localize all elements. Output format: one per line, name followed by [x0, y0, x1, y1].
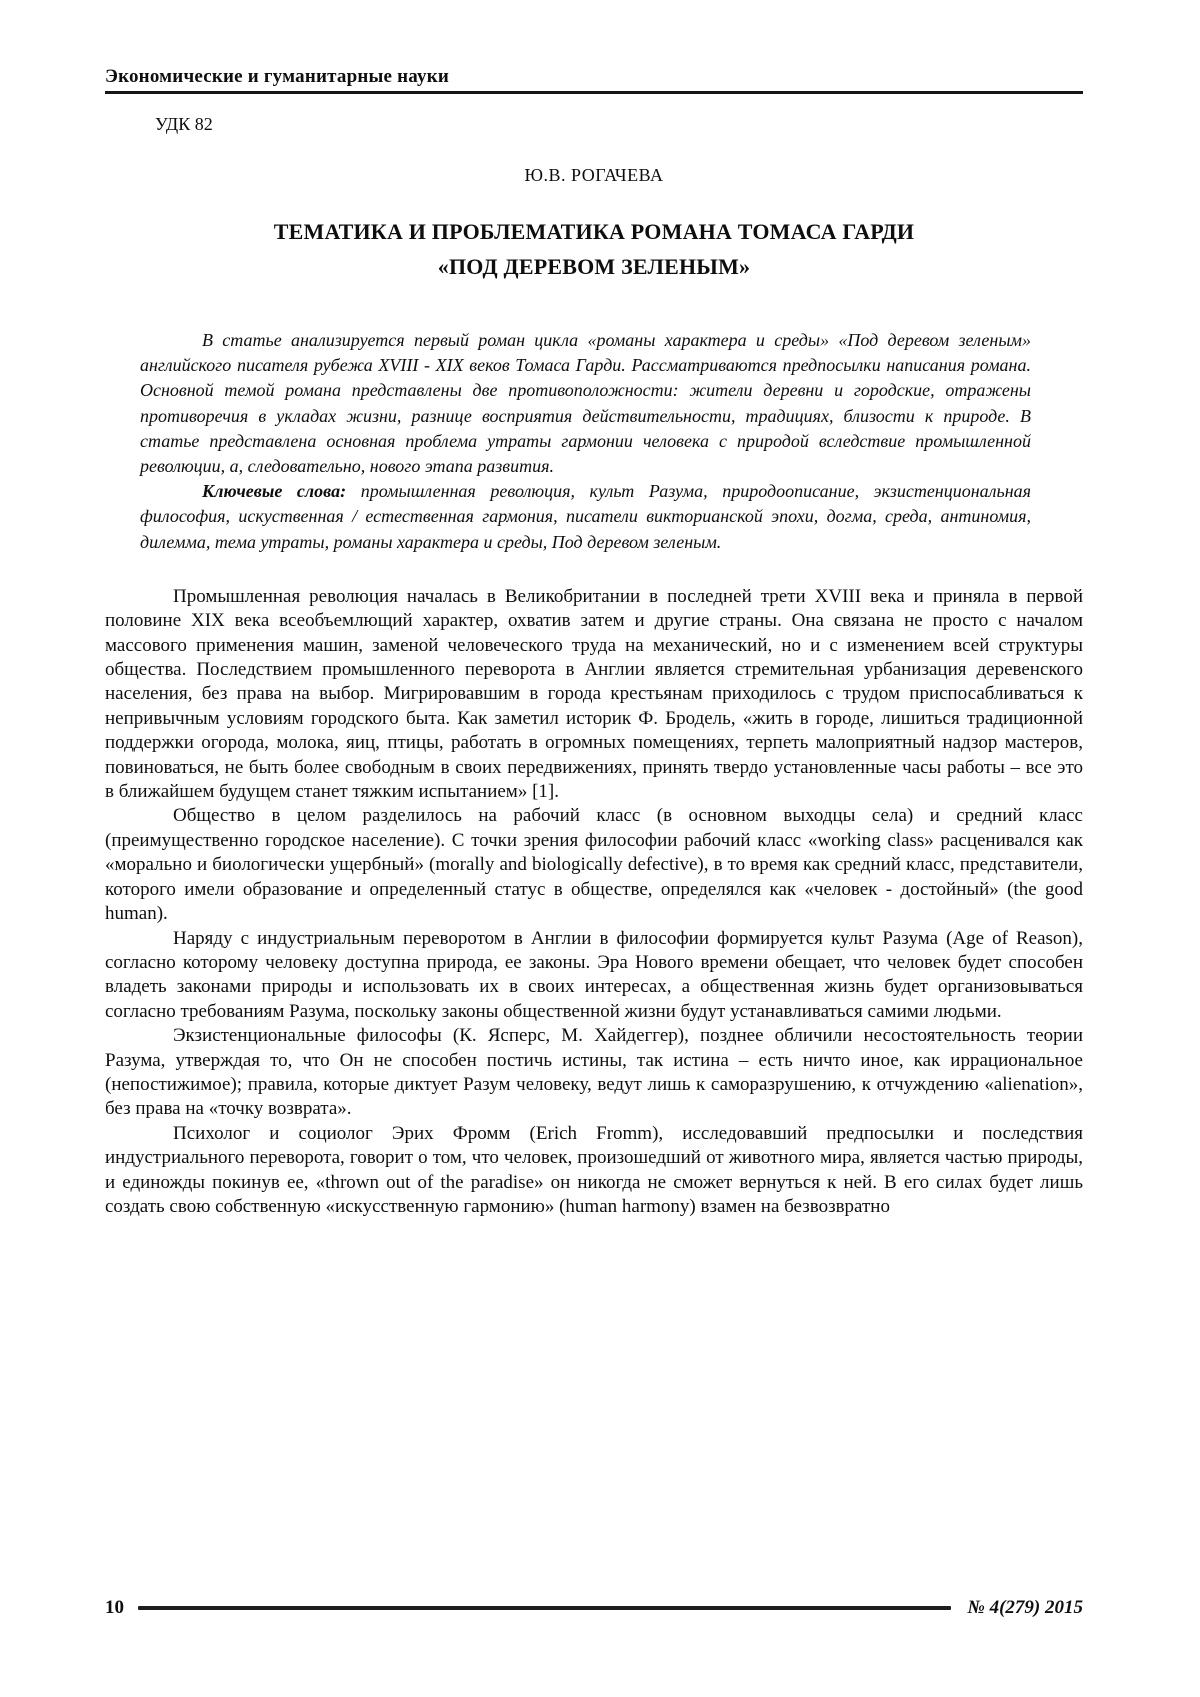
- keywords-paragraph: [140, 479, 1031, 555]
- body-paragraph-4: Экзистенциональные философы (К. Ясперс, М. Хайдеггер), позднее обличили несостоятельность теории Разума, утверждая то, что Он не способен постичь истины, так истина – есть ничто иное, как иррациональное (непостижимое); правила, которые диктует Разум человеку, ведут лишь к саморазрушению, к отчуждению «alienation», без права на «точку возврата».: [105, 1025, 1083, 1120]
- article-title-line1: ТЕМАТИКА И ПРОБЛЕМАТИКА РОМАНА ТОМАСА ГАРДИ: [273, 219, 915, 244]
- abstract-section: [105, 328, 1083, 555]
- article-body: [105, 585, 1083, 1220]
- body-paragraph-1: Промышленная революция началась в Великобритании в последней трети XVIII века и приняла в первой половине XIX века всеобъемлющий характер, охватив затем и другие страны. Она связана не просто с началом массового применения машин, заменой человеческого труда на механический, но и с изменением всей структуры общества. Последствием промышленного переворота в Англии является стремительная урбанизация деревенского населения, без права на выбор. Мигрировавшим в города крестьянам приходилось с трудом приспосабливаться к непривычным условиям городского быта. Как заметил историк Ф. Бродель, «жить в городе, лишиться традиционной поддержки огорода, молока, яиц, птицы, работать в огромных помещениях, терпеть малоприятный надзор мастеров, повиноваться, не быть более свободным в своих передвижениях, принять твердо установленные часы работы – все это в ближайшем будущем станет тяжким испытанием» [1].: [105, 585, 1083, 803]
- running-header: [105, 66, 1083, 94]
- journal-title: Экономические и гуманитарные науки: [105, 66, 450, 87]
- page-number: 10: [105, 1597, 124, 1618]
- keywords-label: Ключевые слова:: [202, 481, 347, 502]
- issue-number: № 4(279) 2015: [967, 1597, 1083, 1618]
- udc-code: УДК 82: [155, 114, 213, 134]
- body-paragraph-3: Наряду с индустриальным переворотом в Англии в философии формируется культ Разума (Age of Reason), согласно которому человеку доступна природа, ее законы. Эра Нового времени обещает, что человек будет способен владеть законами природы и использовать их в своих интересах, а общественная жизнь будет организовываться согласно требованиям Разума, поскольку законы общественной жизни будут устанавливаться самими людьми.: [105, 927, 1083, 1022]
- page-footer: [105, 1597, 1083, 1619]
- abstract-text: В статье анализируется первый роман цикла «романы характера и среды» «Под деревом зеленым» английского писателя рубежа XVIII - XIX веков Томаса Гарди. Рассматриваются предпосылки написания романа. Основной темой романа представлены две противоположности: жители деревни и городские, отражены противоречия в укладах жизни, разнице восприятия действительности, традициях, близости к природе. В статье представлена основная проблема утраты гармонии человека с природой вследствие промышленной революции, а, следовательно, нового этапа развития.: [140, 330, 1031, 477]
- author-name: Ю.В. РОГАЧЕВА: [524, 165, 664, 185]
- body-paragraph-5: Психолог и социолог Эрих Фромм (Erich Fromm), исследовавший предпосылки и последствия индустриального переворота, говорит о том, что человек, произошедший от животного мира, является частью природы, и единожды покинув ее, «thrown out of the paradise» он никогда не сможет вернуться к ней. В его силах будет лишь создать свою собственную «искусственную гармонию» (human harmony) взамен на безвозвратно: [105, 1122, 1083, 1217]
- keywords-text: промышленная революция, культ Разума, природоописание, экзистенциональная философия, искуственная / естественная гармония, писатели викторианской эпохи, догма, среда, антиномия, дилемма, тема утраты, романы характера и среды, Под деревом зеленым.: [140, 481, 1032, 552]
- article-title-line2: «ПОД ДЕРЕВОМ ЗЕЛЕНЫМ»: [437, 254, 751, 279]
- footer-rule: [138, 1606, 951, 1610]
- body-paragraph-2: Общество в целом разделилось на рабочий класс (в основном выходцы села) и средний класс (преимущественно городское население). С точки зрения философии рабочий класс «working class» расценивался как «морально и биологически ущербный» (morally and biologically defective), в то время как средний класс, представители, которого имели образование и определенный статус в обществе, определялся как «человек - достойный» (the good human).: [105, 805, 1083, 925]
- article-title: [105, 214, 1083, 284]
